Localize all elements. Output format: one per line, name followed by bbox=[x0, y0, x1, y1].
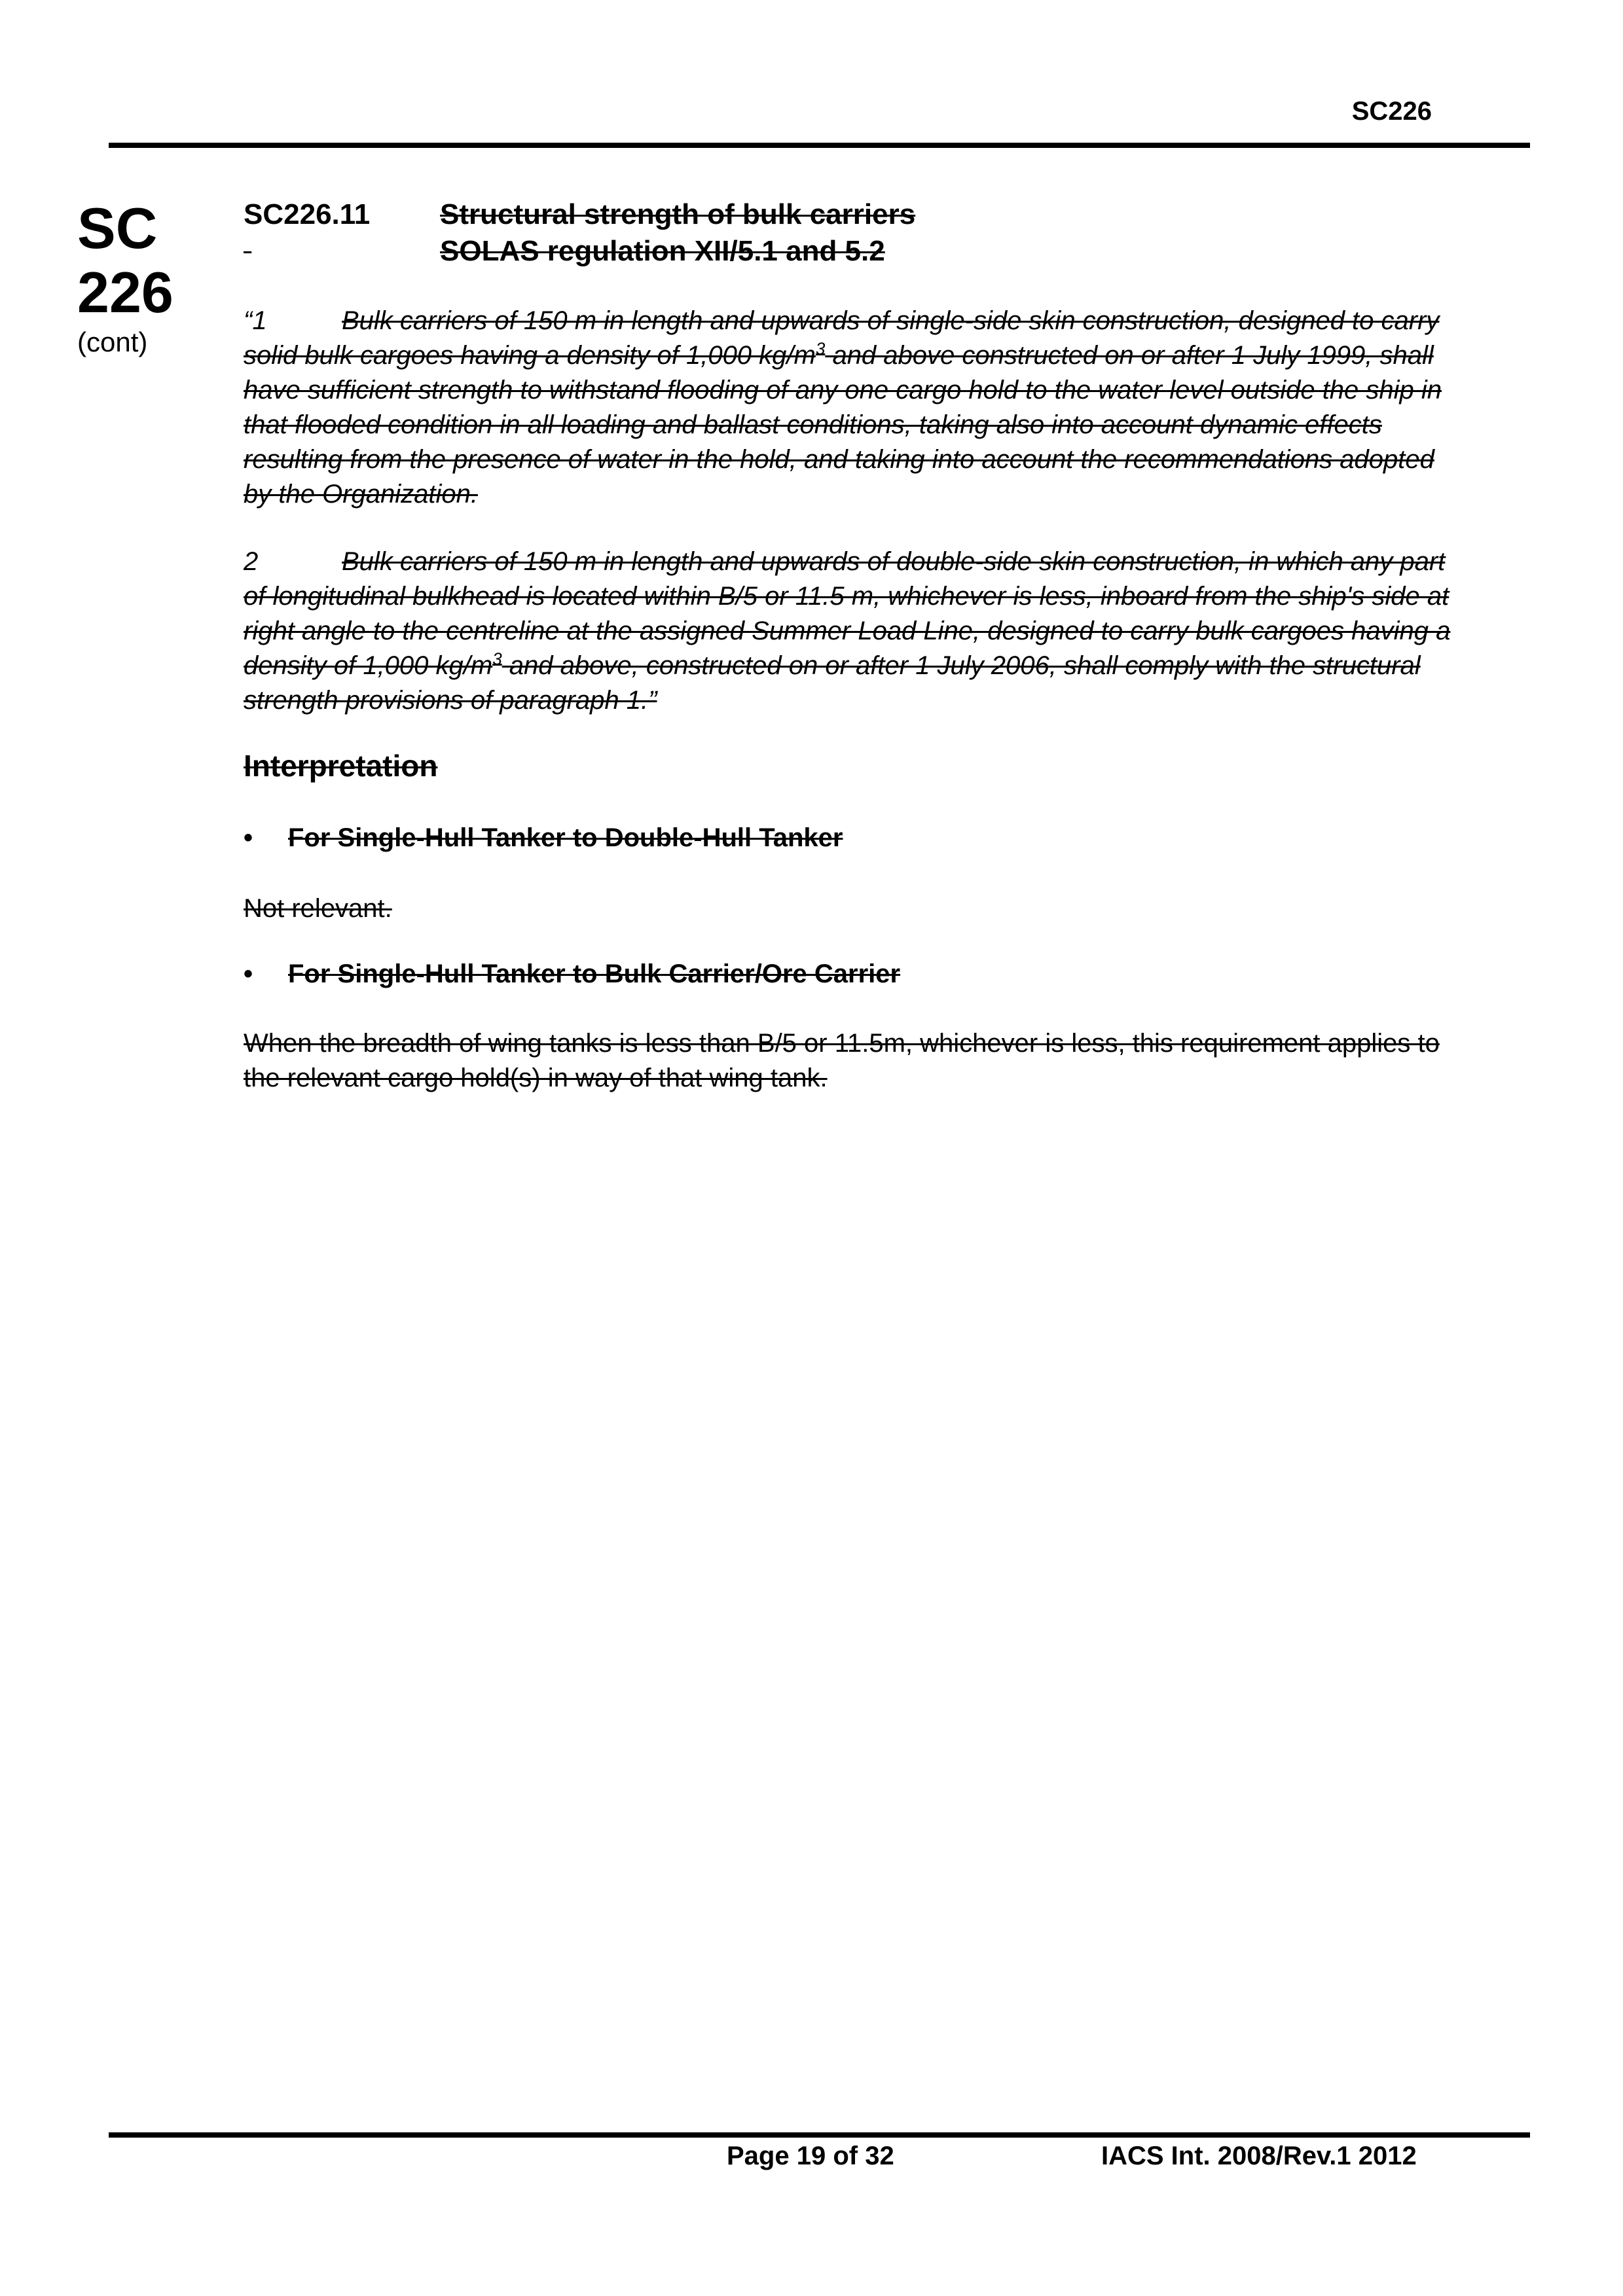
header-rule bbox=[109, 143, 1530, 148]
interpretation-heading: Interpretation bbox=[244, 749, 438, 783]
bullet-item-1 bbox=[244, 823, 843, 853]
bullet-icon: • bbox=[244, 823, 253, 852]
footer-reference: IACS Int. 2008/Rev.1 2012 bbox=[1101, 2142, 1417, 2170]
paragraph-2-number: 2 bbox=[244, 547, 259, 576]
section-heading bbox=[244, 196, 915, 270]
paragraph-1 bbox=[244, 304, 1461, 512]
footer-rule bbox=[109, 2132, 1530, 2138]
paragraph-2-text-a: Bulk carriers of 150 m in length and upwards of double-side skin construction, in which any part of longitudinal bulkhead is located within B/5 or 11.5 m, whichever is less, inboard from the ship's side at right angle to the centreline at the assigned Summer Load Line, designed to carry bulk cargoes having a density of 1,000 kg/m bbox=[244, 547, 1451, 680]
sidebar-number: 226 bbox=[77, 260, 173, 325]
sidebar-sc: SC bbox=[77, 196, 158, 260]
bullet-item-1-label: For Single-Hull Tanker to Double-Hull Tanker bbox=[288, 823, 843, 852]
section-subtitle: SOLAS regulation XII/5.1 and 5.2 bbox=[440, 235, 885, 267]
bullet-item-1-text: Not relevant. bbox=[244, 894, 392, 923]
paragraph-1-text-b: and above constructed on or after 1 July 1999, shall have sufficient strength to withstand flooding of any one cargo hold to the water level outside the ship in that flooded condition in all loading and ballast conditions, taking also into account dynamic effects resulting from the presence of water in the hold, and taking into account the recommendations adopted by the Organization. bbox=[244, 341, 1442, 509]
paragraph-2-sup: 3 bbox=[492, 649, 502, 669]
bullet-item-2-label: For Single-Hull Tanker to Bulk Carrier/Ore Carrier bbox=[288, 960, 901, 988]
sidebar-tag bbox=[77, 196, 208, 360]
footer-page-number: Page 19 of 32 bbox=[727, 2142, 894, 2170]
paragraph-1-text-a: Bulk carriers of 150 m in length and upwards of single-side skin construction, designed to carry solid bulk cargoes having a density of 1,000 kg/m bbox=[244, 306, 1440, 370]
section-number: SC226.11 bbox=[244, 198, 371, 230]
sidebar-cont: (cont) bbox=[77, 327, 148, 357]
section-title: Structural strength of bulk carriers bbox=[440, 198, 916, 230]
bullet-icon: • bbox=[244, 960, 253, 988]
paragraph-1-number: “1 bbox=[244, 306, 267, 335]
bullet-item-2 bbox=[244, 960, 900, 989]
header-code: SC226 bbox=[1351, 97, 1432, 126]
paragraph-1-sup: 3 bbox=[815, 338, 826, 359]
paragraph-2 bbox=[244, 545, 1461, 718]
bullet-item-2-text: When the breadth of wing tanks is less than B/5 or 11.5m, whichever is less, this requirement applies to the relevant cargo hold(s) in way of that wing tank. bbox=[244, 1029, 1440, 1092]
paragraph-2-text-b: and above, constructed on or after 1 July 2006, shall comply with the structural strength provisions of paragraph 1.” bbox=[244, 651, 1421, 715]
